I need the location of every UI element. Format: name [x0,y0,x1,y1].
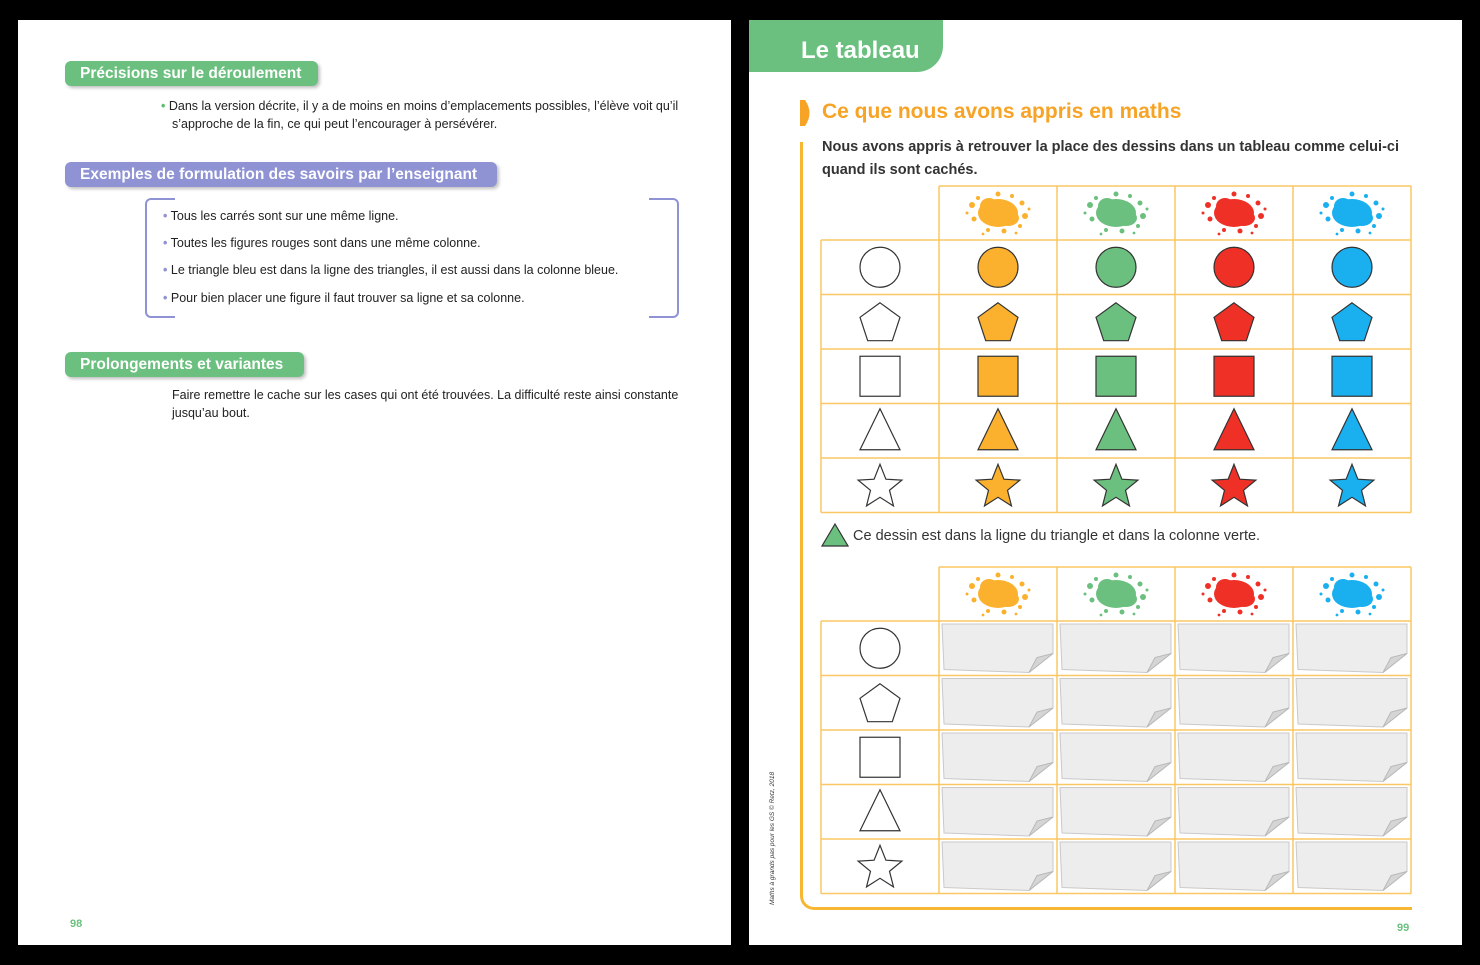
title-tab: Le tableau [749,20,943,72]
curled-paper-cover-icon [942,788,1053,837]
triangle-icon [1214,409,1254,450]
square-icon [1214,356,1254,396]
curled-paper-cover-icon [1060,842,1171,891]
triangle-icon [860,790,900,831]
circle-icon [978,247,1018,287]
square-icon [1332,356,1372,396]
curled-paper-cover-icon [1060,679,1171,728]
triangle-icon [1332,409,1372,450]
paint-splash-icon [966,192,1031,236]
section-heading: Ce que nous avons appris en maths [822,100,1182,123]
paint-splash-icon [966,573,1031,617]
bullet-icon: • [163,263,168,277]
pentagon-icon [978,303,1018,341]
triangle-icon [1096,409,1136,450]
square-icon [860,356,900,396]
pentagon-icon [860,684,900,722]
bullet-icon: • [161,99,166,113]
prolongements-line-1: Faire remettre le cache sur les cases qui ont été trouvées. La difficulté reste ainsi constante [172,388,679,402]
curled-paper-cover-icon [1178,733,1289,782]
knowledge-item: • Toutes les figures rouges sont dans une même colonne. [163,236,481,250]
intro-line-2: quand ils sont cachés. [822,162,978,178]
shapes-table-revealed [821,186,1411,514]
knowledge-item: • Pour bien placer une figure il faut trouver sa ligne et sa colonne. [163,291,525,305]
section-title-savoirs: Exemples de formulation des savoirs par l’enseignant [65,162,497,187]
circle-icon [860,247,900,287]
intro-text [822,136,1422,182]
curled-paper-cover-icon [1178,788,1289,837]
curled-paper-cover-icon [1060,624,1171,673]
curled-paper-cover-icon [1296,679,1407,728]
pentagon-icon [1096,303,1136,341]
circle-icon [1332,247,1372,287]
curled-paper-cover-icon [1060,788,1171,837]
prolongements-line-2: jusqu’au bout. [172,406,250,420]
triangle-icon [978,409,1018,450]
paint-splash-icon [1084,192,1149,236]
shapes-table-hidden [821,567,1411,895]
square-icon [860,737,900,777]
paint-splash-icon [1084,573,1149,617]
chevron-right-icon [800,100,814,126]
circle-icon [1214,247,1254,287]
deroulement-paragraph [161,97,678,133]
deroulement-line-1: Dans la version décrite, il y a de moins en moins d’emplacements possibles, l’élève voit qu’il [168,99,679,113]
circle-icon [1096,247,1136,287]
bullet-icon: • [163,236,168,250]
star-icon [858,464,902,506]
curled-paper-cover-icon [1178,842,1289,891]
pentagon-icon [860,303,900,341]
curled-paper-cover-icon [942,624,1053,673]
intro-line-1: Nous avons appris à retrouver la place des dessins dans un tableau comme celui-ci [822,139,1399,155]
star-icon [858,845,902,887]
left-page [18,20,731,945]
paint-splash-icon [1202,573,1267,617]
right-bracket [649,198,679,318]
section-title-deroulement: Précisions sur le déroulement [65,61,318,86]
circle-icon [860,628,900,668]
pentagon-icon [1214,303,1254,341]
star-icon [1094,464,1138,506]
deroulement-line-2: s’approche de la fin, ce qui peut l’encourager à persévérer. [172,117,498,131]
bullet-icon: • [163,291,168,305]
copyright-text: Maths à grands pas pour les GS © Retz, 2018 [769,771,776,905]
knowledge-item: • Le triangle bleu est dans la ligne des triangles, il est aussi dans la colonne bleue. [163,263,619,277]
prolongements-paragraph [172,386,678,422]
curled-paper-cover-icon [1178,679,1289,728]
page-number: 99 [1397,922,1410,934]
star-icon [1212,464,1256,506]
page-number: 98 [70,918,83,930]
paint-splash-icon [1320,573,1385,617]
curled-paper-cover-icon [1178,624,1289,673]
curled-paper-cover-icon [942,733,1053,782]
pentagon-icon [1332,303,1372,341]
curled-paper-cover-icon [1296,624,1407,673]
curled-paper-cover-icon [942,842,1053,891]
bullet-icon: • [163,209,168,223]
curled-paper-cover-icon [1296,733,1407,782]
caption-text: Ce dessin est dans la ligne du triangle et dans la colonne verte. [853,528,1261,544]
star-icon [1330,464,1374,506]
star-icon [976,464,1020,506]
curled-paper-cover-icon [1296,842,1407,891]
right-page [749,20,1462,945]
curled-paper-cover-icon [942,679,1053,728]
section-title-prolongements: Prolongements et variantes [65,352,304,377]
curled-paper-cover-icon [1296,788,1407,837]
square-icon [978,356,1018,396]
green-triangle-icon [821,523,849,547]
square-icon [1096,356,1136,396]
paint-splash-icon [1320,192,1385,236]
paint-splash-icon [1202,192,1267,236]
knowledge-item: • Tous les carrés sont sur une même ligne. [163,209,399,223]
curled-paper-cover-icon [1060,733,1171,782]
triangle-icon [860,409,900,450]
